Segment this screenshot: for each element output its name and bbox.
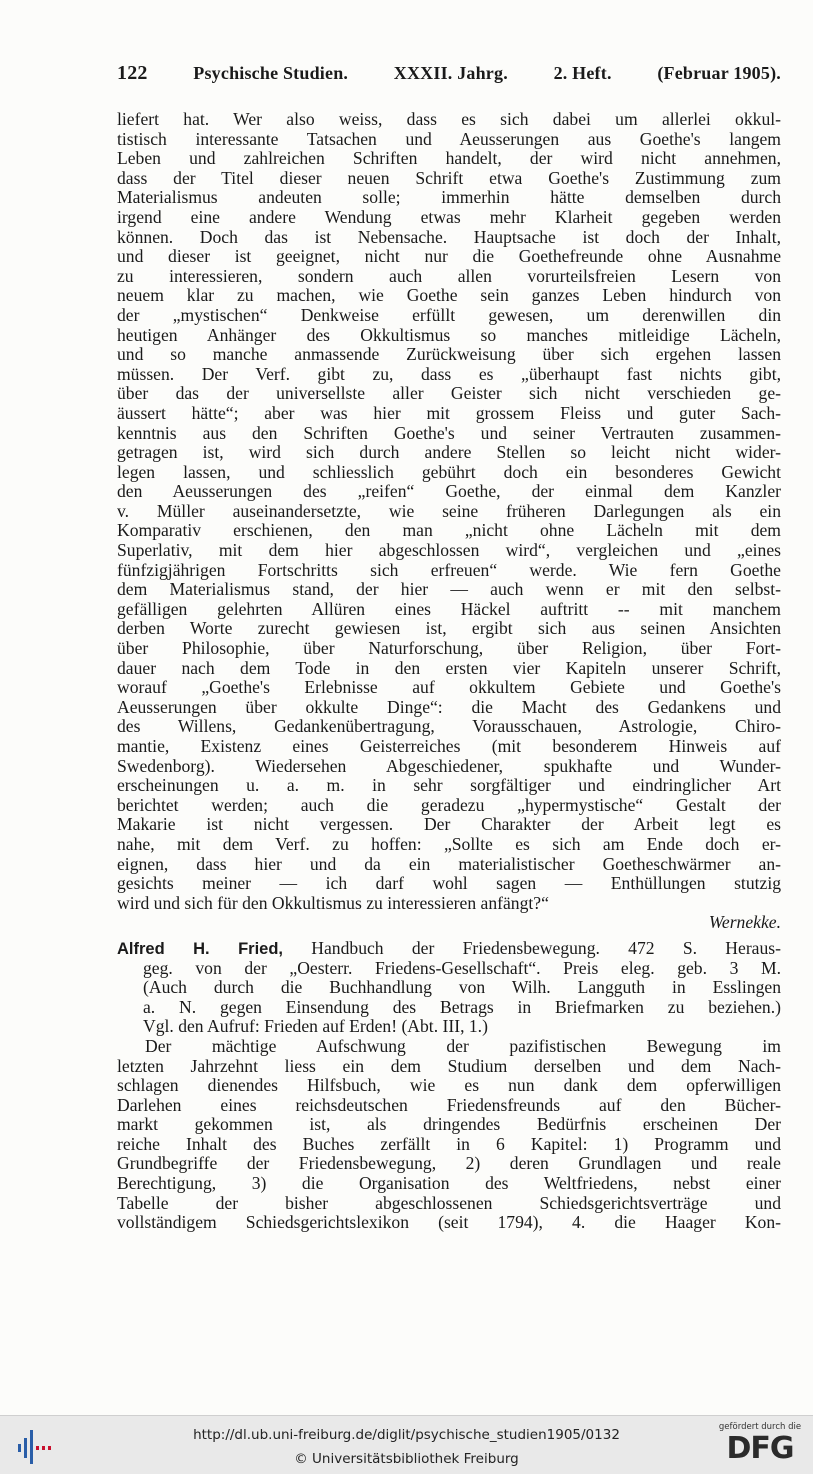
review-wernekke: [117, 110, 781, 913]
text-line: berichtet werden; auch die geradezu „hypermystische“ Gestalt der: [117, 795, 781, 815]
page-number: 122: [117, 62, 148, 84]
text-line: Leben und zahlreichen Schriften handelt, der wird nicht annehmen,: [117, 149, 781, 169]
text-line: Komparativ erschienen, den man „nicht ohne Lächeln mit dem: [117, 521, 781, 541]
text-line: Makarie ist nicht vergessen. Der Charakter der Arbeit legt es: [117, 815, 781, 835]
review-fried-body: [117, 1037, 781, 1233]
text-line: getragen ist, wird sich durch andere Stellen so leicht nicht wider-: [117, 443, 781, 463]
running-header: [117, 62, 781, 90]
text-line: a. N. gegen Einsendung des Betrags in Briefmarken zu beziehen.): [143, 997, 781, 1017]
viewer-footer: [0, 1415, 813, 1474]
text-line: derben Worte zurecht gewiesen ist, ergibt sich aus seinen Ansichten: [117, 619, 781, 639]
text-line: Materialismus andeuten solle; immerhin hätte demselben durch: [117, 188, 781, 208]
text-line: und dieser ist geeignet, nicht nur die Goethefreunde ohne Ausnahme: [117, 247, 781, 267]
text-line: den Aeusserungen des „reifen“ Goethe, der einmal dem Kanzler: [117, 482, 781, 502]
book-title-line: Handbuch der Friedensbewegung. 472 S. Heraus-: [311, 938, 781, 958]
issue: 2. Heft.: [553, 63, 612, 83]
text-line: Swedenborg). Wiedersehen Abgeschiedener, spukhafte und Wunder-: [117, 756, 781, 776]
text-line: heutigen Anhänger des Okkultismus so manches mitleidige Lächeln,: [117, 325, 781, 345]
text-line: Grundbegriffe der Friedensbewegung, 2) deren Grundlagen und reale: [117, 1154, 781, 1174]
text-line: müssen. Der Verf. gibt zu, dass es „überhaupt fast nichts gibt,: [117, 364, 781, 384]
text-line: (Auch durch die Buchhandlung von Wilh. Langguth in Esslingen: [143, 978, 781, 998]
text-line: der „mystischen“ Denkweise erfüllt gewesen, um derenwillen din: [117, 305, 781, 325]
review-fried-heading: [117, 939, 781, 959]
text-line: irgend eine andere Wendung etwas mehr Klarheit gegeben werden: [117, 207, 781, 227]
text-line: über Philosophie, über Naturforschung, über Religion, über Fort-: [117, 639, 781, 659]
text-line: zu interessieren, sondern auch allen vorurteilsfreien Lesern von: [117, 266, 781, 286]
text-line: vollständigem Schiedsgerichtslexikon (seit 1794), 4. die Haager Kon-: [117, 1213, 781, 1233]
text-line: liefert hat. Wer also weiss, dass es sich dabei um allerlei okkul-: [117, 110, 781, 129]
text-line: kenntnis aus den Schriften Goethe's und seiner Vertrauten zusammen-: [117, 423, 781, 443]
volume: XXXII. Jahrg.: [393, 63, 508, 83]
dfg-caption: gefördert durch die: [718, 1422, 802, 1432]
text-line: Berechtigung, 3) die Organisation des Weltfriedens, nebst einer: [117, 1174, 781, 1194]
text-line: Aeusserungen über okkulte Dinge“: die Macht des Gedankens und: [117, 697, 781, 717]
dfg-logo: [717, 1422, 803, 1470]
text-line: Tabelle der bisher abgeschlossenen Schiedsgerichtsverträge und: [117, 1193, 781, 1213]
page-url[interactable]: http://dl.ub.uni-freiburg.de/diglit/psychische_studien1905/0132: [193, 1427, 620, 1443]
text-line: dass der Titel dieser neuen Schrift etwa Goethe's Zustimmung zum: [117, 168, 781, 188]
text-line: nahe, mit dem Verf. zu hoffen: „Sollte es sich am Ende doch er-: [117, 834, 781, 854]
copyright: © Universitätsbibliothek Freiburg: [294, 1451, 519, 1467]
text-line: dauer nach dem Tode in den ersten vier Kapiteln unserer Schrift,: [117, 658, 781, 678]
text-line: tistisch interessante Tatsachen und Aeusserungen aus Goethe's langem: [117, 129, 781, 149]
text-line: Der mächtige Aufschwung der pazifistischen Bewegung im: [145, 1036, 781, 1056]
text-line: v. Müller auseinandersetzte, wie seine früheren Darlegungen als ein: [117, 501, 781, 521]
text-line: Darlehen eines reichsdeutschen Friedensfreunds auf den Bücher-: [117, 1095, 781, 1115]
dfg-wordmark: DFG: [726, 1431, 794, 1466]
text-line: fünfzigjährigen Fortschritts sich erfreuen“ werde. Wie fern Goethe: [117, 560, 781, 580]
text-line: reiche Inhalt des Buches zerfällt in 6 Kapitel: 1) Programm und: [117, 1134, 781, 1154]
text-line: erscheinungen u. a. m. in sehr sorgfältiger und eindringlicher Art: [117, 776, 781, 796]
text-line: schlagen dienendes Hilfsbuch, wie es nun dank dem opferwilligen: [117, 1076, 781, 1096]
text-line: gesichts meiner — ich darf wohl sagen — Enthüllungen stutzig: [117, 874, 781, 894]
text-line: worauf „Goethe's Erlebnisse auf okkultem Gebiete und Goethe's: [117, 678, 781, 698]
text-line: über das der universellste aller Geister sich nicht verschieden ge-: [117, 384, 781, 404]
issue-date: (Februar 1905).: [657, 63, 781, 83]
text-line: geg. von der „Oesterr. Friedens-Gesellschaft“. Preis eleg. geb. 3 M.: [143, 958, 781, 978]
text-line: und so manche anmassende Zurückweisung über sich ergehen lassen: [117, 345, 781, 365]
text-line: gefälligen gelehrten Allüren eines Häckel auftritt -- mit manchem: [117, 599, 781, 619]
text-line: Vgl. den Aufruf: Frieden auf Erden! (Abt. III, 1.): [143, 1017, 488, 1037]
author-name: Alfred H. Fried,: [117, 939, 284, 958]
journal-title: Psychische Studien.: [193, 63, 349, 83]
text-line: können. Doch das ist Nebensache. Hauptsache ist doch der Inhalt,: [117, 227, 781, 247]
text-line: äussert hätte“; aber was hier mit grossem Fleiss und guter Sach-: [117, 403, 781, 423]
text-line: markt gekommen ist, als dringendes Bedürfnis erscheinen Der: [117, 1115, 781, 1135]
text-line: legen lassen, und schliesslich gebührt doch ein besonderes Gewicht: [117, 462, 781, 482]
text-line: mantie, Existenz eines Geisterreiches (mit besonderem Hinweis auf: [117, 737, 781, 756]
signature: Wernekke.: [708, 913, 781, 933]
text-line: wird und sich für den Okkultismus zu interessieren anfängt?“: [117, 893, 549, 913]
text-line: neuem klar zu machen, wie Goethe sein ganzes Leben hindurch von: [117, 286, 781, 306]
text-line: letzten Jahrzehnt liess ein dem Studium derselben und dem Nach-: [117, 1056, 781, 1076]
text-line: des Willens, Gedankenübertragung, Vorausschauen, Astrologie, Chiro-: [117, 717, 781, 737]
text-line: dem Materialismus stand, der hier — auch wenn er mit den selbst-: [117, 580, 781, 600]
text-line: eignen, dass hier und da ein materialistischer Goetheschwärmer an-: [117, 854, 781, 874]
book-details: [117, 959, 781, 1037]
page-body: [117, 110, 781, 1233]
text-line: Superlativ, mit dem hier abgeschlossen wird“, vergleichen und „eines: [117, 541, 781, 561]
